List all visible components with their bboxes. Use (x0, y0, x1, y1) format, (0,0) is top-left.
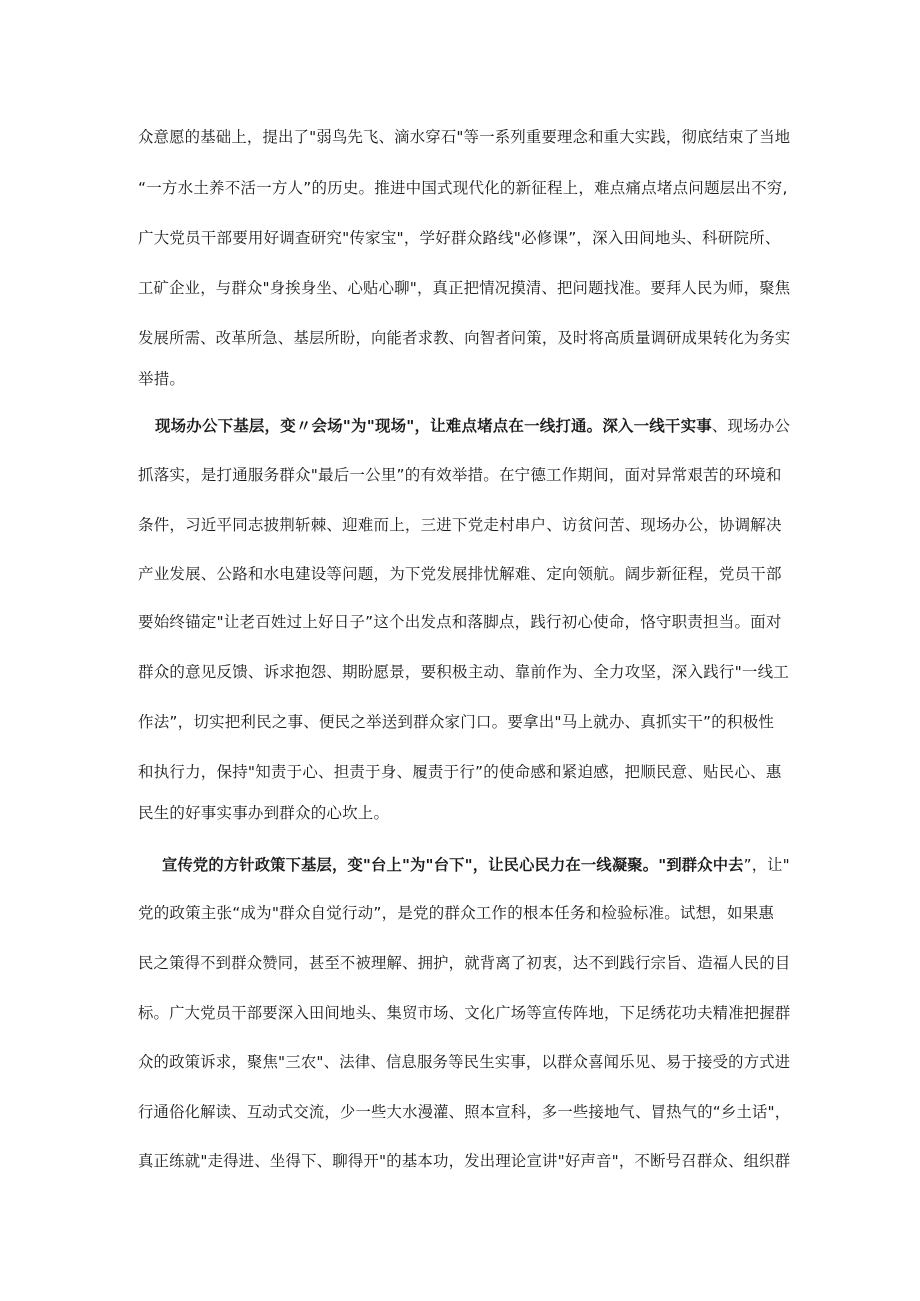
text-line (138, 127, 790, 147)
text-line (138, 662, 789, 682)
text-segment: 产业发展、公路和水电建设等问题，为下党发展排忧解难、定向领航。阔步新征程，党员干部 (138, 565, 782, 583)
text-line (138, 328, 790, 348)
text-segment: 群众的意见反馈、诉求抱怨、期盼愿景，要积极主动、靠前作为、全力攻坚，深入践行"一线工 (138, 663, 790, 681)
text-segment: 作法”，切实把利民之事、便民之举送到群众家门口。要拿出"马上就办、真抓实干”的积极性 (138, 713, 775, 731)
text-segment: 工矿企业，与群众"身挨身坐、心贴心聊"，真正把情况摸清、把问题找准。要拜人民为师，聚焦 (138, 279, 791, 297)
text-segment: 抓落实，是打通服务群众"最后一公里”的有效举措。在宁德工作期间，面对异常艰苦的环境和 (138, 466, 782, 484)
text-line (138, 803, 389, 823)
text-segment: 党的政策主张“成为"群众自觉行动”，是党的群众工作的根本任务和检验标准。试想，如果惠 (138, 904, 775, 922)
text-line (138, 903, 774, 923)
text-line (138, 762, 782, 782)
text-segment: 发展所需、改革所急、基层所盼，向能者求教、向智者问策，及时将高质量调研成果转化为务实 (138, 329, 791, 347)
text-segment: 举措。 (138, 370, 186, 388)
text-line (138, 369, 185, 389)
text-line (138, 1102, 790, 1122)
text-line (138, 278, 790, 298)
paragraph-heading: 现场办公下基层，变〃会场"为"现场"，让难点堵点在一线打通。深入一线干实事 (155, 417, 712, 435)
text-segment: “一方水土养不活一方人”的历史。推进中国式现代化的新征程上，难点痛点堵点问题层出不穷, (138, 179, 788, 197)
text-segment: ”，让" (743, 856, 790, 874)
text-segment: 民之策得不到群众赞同，甚至不被理解、拥护，就背离了初衷，达不到践行宗旨、造福人民的目 (138, 954, 791, 972)
text-line (162, 855, 790, 875)
text-line (138, 1052, 790, 1072)
text-segment: 行通俗化解读、互动式交流，少一些大水漫灌、照本宣科，多一些接地气、冒热气的“乡土话"， (138, 1103, 791, 1121)
text-line (138, 465, 782, 485)
text-segment: 标。广大党员干部要深入田间地头、集贸市场、文化广场等宣传阵地，下足绣花功夫精准把握群 (138, 1004, 791, 1022)
text-line (138, 515, 782, 535)
text-segment: 要始终锚定"让老百姓过上好日子”这个出发点和落脚点，践行初心使命，恪守职责担当。面对 (138, 613, 782, 631)
text-line (138, 564, 782, 584)
text-line (138, 1003, 790, 1023)
text-segment: 广大党员干部要用好调查研究"传家宝"，学好群众路线"必修课”，深入田间地头、科研院所、 (138, 229, 781, 247)
text-line (155, 416, 790, 436)
text-line (138, 178, 788, 198)
text-line (138, 953, 790, 973)
text-segment: 真正练就"走得进、坐得下、聊得开"的基本功，发出理论宣讲"好声音"，不断号召群众、组织群 (138, 1152, 791, 1170)
text-line (138, 228, 781, 248)
text-segment: 民生的好事实事办到群众的心坎上。 (138, 804, 390, 822)
text-segment: 、现场办公 (711, 417, 791, 435)
text-segment: 条件，习近平同志披荆斩棘、迎难而上，三进下党走村串户、访贫问苦、现场办公，协调解决 (138, 516, 782, 534)
text-line (138, 712, 774, 732)
text-segment: 众意愿的基础上，提出了"弱鸟先飞、滴水穿石"等一系列重要理念和重大实践，彻底结束了当地 (138, 128, 791, 146)
text-segment: 和执行力，保持"知责于心、担责于身、履责于行”的使命感和紧迫感，把顺民意、贴民心、惠 (138, 763, 782, 781)
text-line (138, 612, 782, 632)
text-segment: 众的政策诉求，聚焦"三农"、法律、信息服务等民生实事，以群众喜闻乐见、易于接受的方式进 (138, 1053, 791, 1071)
text-line (138, 1151, 790, 1171)
paragraph-heading: 宣传党的方针政策下基层，变"台上"为"台下"，让民心民力在一线凝聚。"到群众中去 (162, 856, 744, 874)
